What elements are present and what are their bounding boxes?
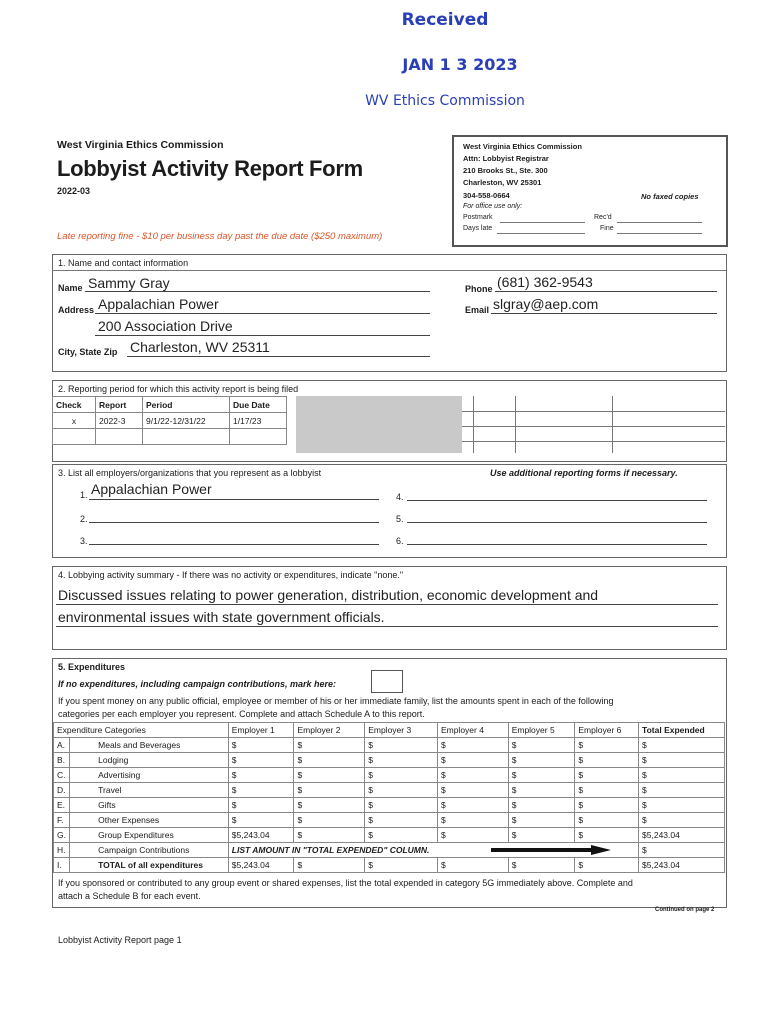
stamp-date: JAN 1 3 2023 bbox=[402, 55, 518, 74]
total-cell[interactable]: $ bbox=[639, 738, 725, 753]
col-header-employer: Employer 2 bbox=[294, 723, 365, 738]
phone-field[interactable]: (681) 362-9543 bbox=[497, 274, 593, 290]
amount-cell[interactable]: $ bbox=[508, 768, 575, 783]
amount-cell[interactable]: $5,243.04 bbox=[228, 858, 294, 873]
amount-cell[interactable]: $ bbox=[437, 753, 508, 768]
total-cell[interactable]: $ bbox=[639, 783, 725, 798]
form-code: 2022-03 bbox=[57, 186, 91, 196]
amount-cell[interactable]: $ bbox=[437, 828, 508, 843]
section5-heading: 5. Expenditures bbox=[58, 662, 126, 672]
amount-cell[interactable]: $ bbox=[365, 828, 438, 843]
total-cell[interactable]: $ bbox=[639, 843, 725, 858]
address-label: Address bbox=[58, 305, 95, 315]
amount-cell[interactable]: $ bbox=[228, 753, 294, 768]
table-row bbox=[54, 783, 725, 798]
col-period: Period bbox=[143, 397, 230, 413]
row-category: Group Expenditures bbox=[70, 828, 229, 843]
period-table bbox=[52, 396, 287, 445]
no-expenditures-label: If no expenditures, including campaign contributions, mark here: bbox=[58, 679, 337, 689]
col-header-categories: Expenditure Categories bbox=[54, 723, 229, 738]
amount-cell[interactable]: $ bbox=[228, 768, 294, 783]
amount-cell[interactable]: $ bbox=[228, 813, 294, 828]
amount-cell[interactable]: $ bbox=[508, 753, 575, 768]
amount-cell[interactable]: $ bbox=[365, 813, 438, 828]
continued-note: Continued on page 2 bbox=[655, 907, 715, 913]
row-category: Gifts bbox=[70, 798, 229, 813]
stamp-commission: WV Ethics Commission bbox=[365, 93, 525, 109]
row-category: TOTAL of all expenditures bbox=[70, 858, 229, 873]
col-report: Report bbox=[96, 397, 143, 413]
amount-cell[interactable]: $ bbox=[437, 798, 508, 813]
row-letter: H. bbox=[54, 843, 70, 858]
employer-number: 6. bbox=[396, 536, 404, 546]
section5-footer: attach a Schedule B for each event. bbox=[58, 891, 201, 901]
row-letter: D. bbox=[54, 783, 70, 798]
amount-cell[interactable]: $ bbox=[575, 813, 639, 828]
postmark-label: Postmark bbox=[463, 214, 493, 221]
table-row bbox=[54, 858, 725, 873]
row-letter: F. bbox=[54, 813, 70, 828]
late-fine-notice: Late reporting fine - $10 per business day past the due date ($250 maximum) bbox=[57, 231, 383, 242]
section5-intro: categories per each employer you represent. Complete and attach Schedule A to this report. bbox=[58, 709, 425, 719]
amount-cell[interactable]: $ bbox=[294, 858, 365, 873]
amount-cell[interactable]: $ bbox=[228, 738, 294, 753]
amount-cell[interactable]: $ bbox=[575, 858, 639, 873]
employer-number: 5. bbox=[396, 514, 404, 524]
section1-heading: 1. Name and contact information bbox=[58, 258, 189, 268]
table-row bbox=[54, 843, 725, 858]
col-header-employer: Employer 3 bbox=[365, 723, 438, 738]
amount-cell[interactable]: $ bbox=[437, 738, 508, 753]
office-use-label: For office use only: bbox=[463, 203, 523, 210]
row-category: Campaign Contributions bbox=[70, 843, 229, 858]
total-cell[interactable]: $5,243.04 bbox=[639, 828, 725, 843]
stamp-received: Received bbox=[401, 10, 489, 30]
days-late-label: Days late bbox=[463, 225, 493, 232]
amount-cell[interactable]: $ bbox=[294, 828, 365, 843]
total-cell[interactable]: $5,243.04 bbox=[639, 858, 725, 873]
address-line: Attn: Lobbyist Registrar bbox=[463, 154, 549, 163]
fine-label: Fine bbox=[600, 225, 614, 232]
section3-note: Use additional reporting forms if necessary. bbox=[490, 468, 678, 478]
phone-label: Phone bbox=[465, 284, 493, 294]
row-letter: G. bbox=[54, 828, 70, 843]
address-field-line2[interactable]: 200 Association Drive bbox=[98, 318, 233, 334]
address-line: Charleston, WV 25301 bbox=[463, 178, 542, 187]
employer-number: 2. bbox=[80, 514, 88, 524]
amount-cell[interactable]: $ bbox=[437, 813, 508, 828]
amount-cell[interactable]: $5,243.04 bbox=[228, 828, 294, 843]
page-footer: Lobbyist Activity Report page 1 bbox=[58, 935, 182, 945]
col-check: Check bbox=[53, 397, 96, 413]
section5-footer: If you sponsored or contributed to any group event or shared expenses, list the total expended in category 5G immediately above. Complete and bbox=[58, 878, 633, 888]
amount-cell[interactable]: $ bbox=[508, 783, 575, 798]
amount-cell[interactable]: $ bbox=[228, 798, 294, 813]
amount-cell[interactable]: $ bbox=[575, 753, 639, 768]
amount-cell[interactable]: $ bbox=[437, 768, 508, 783]
employer-number: 4. bbox=[396, 492, 404, 502]
total-cell[interactable]: $ bbox=[639, 798, 725, 813]
amount-cell[interactable]: $ bbox=[437, 858, 508, 873]
campaign-note: LIST AMOUNT IN "TOTAL EXPENDED" COLUMN. bbox=[231, 845, 430, 855]
section5-intro: If you spent money on any public official, employee or member of his or her immediate family, list the amounts spent in each of the following bbox=[58, 696, 614, 706]
period-check[interactable]: x bbox=[53, 413, 96, 429]
section3-heading: 3. List all employers/organizations that you represent as a lobbyist bbox=[58, 468, 322, 478]
row-letter: I. bbox=[54, 858, 70, 873]
amount-cell[interactable]: $ bbox=[365, 858, 438, 873]
address-line: 210 Brooks St., Ste. 300 bbox=[463, 166, 548, 175]
no-fax-note: No faxed copies bbox=[641, 192, 699, 201]
col-header-employer: Employer 5 bbox=[508, 723, 575, 738]
amount-cell[interactable]: $ bbox=[365, 783, 438, 798]
table-row bbox=[54, 738, 725, 753]
row-letter: E. bbox=[54, 798, 70, 813]
address-line: West Virginia Ethics Commission bbox=[463, 142, 582, 151]
row-letter: C. bbox=[54, 768, 70, 783]
amount-cell[interactable]: $ bbox=[575, 798, 639, 813]
email-label: Email bbox=[465, 305, 490, 315]
table-row bbox=[54, 813, 725, 828]
section4-heading: 4. Lobbying activity summary - If there was no activity or expenditures, indicate "none." bbox=[58, 570, 404, 580]
email-field[interactable]: slgray@aep.com bbox=[493, 296, 599, 312]
period-due-date: 1/17/23 bbox=[230, 413, 287, 429]
summary-line-1[interactable]: Discussed issues relating to power generation, distribution, economic development and bbox=[58, 587, 599, 603]
table-row bbox=[54, 753, 725, 768]
amount-cell[interactable]: $ bbox=[228, 783, 294, 798]
total-cell[interactable]: $ bbox=[639, 768, 725, 783]
total-cell[interactable]: $ bbox=[639, 753, 725, 768]
amount-cell[interactable]: $ bbox=[508, 813, 575, 828]
redacted-block bbox=[296, 396, 462, 453]
table-row bbox=[54, 828, 725, 843]
amount-cell[interactable]: $ bbox=[508, 738, 575, 753]
section2-heading: 2. Reporting period for which this activity report is being filed bbox=[58, 384, 299, 394]
table-row bbox=[54, 798, 725, 813]
row-category: Advertising bbox=[70, 768, 229, 783]
name-field[interactable]: Sammy Gray bbox=[88, 275, 170, 291]
no-expenditures-checkbox[interactable] bbox=[371, 670, 403, 693]
summary-line-2[interactable]: environmental issues with state government officials. bbox=[58, 609, 385, 625]
expenditures-table bbox=[53, 722, 725, 873]
amount-cell[interactable]: $ bbox=[575, 828, 639, 843]
amount-cell[interactable]: $ bbox=[508, 828, 575, 843]
amount-cell[interactable]: $ bbox=[294, 768, 365, 783]
amount-cell[interactable]: $ bbox=[294, 783, 365, 798]
employer-1-field[interactable]: Appalachian Power bbox=[91, 481, 212, 497]
amount-cell[interactable]: $ bbox=[508, 858, 575, 873]
amount-cell[interactable]: $ bbox=[294, 813, 365, 828]
amount-cell[interactable]: $ bbox=[365, 798, 438, 813]
address-field[interactable]: Appalachian Power bbox=[98, 296, 219, 312]
total-cell[interactable]: $ bbox=[639, 813, 725, 828]
amount-cell[interactable]: $ bbox=[575, 783, 639, 798]
col-header-employer: Employer 4 bbox=[437, 723, 508, 738]
header-org: West Virginia Ethics Commission bbox=[57, 139, 224, 151]
employer-number: 1. bbox=[80, 490, 88, 500]
amount-cell[interactable]: $ bbox=[365, 738, 438, 753]
period-report: 2022-3 bbox=[96, 413, 143, 429]
amount-cell[interactable]: $ bbox=[365, 768, 438, 783]
row-letter: A. bbox=[54, 738, 70, 753]
col-due-date: Due Date bbox=[230, 397, 287, 413]
recd-label: Rec'd bbox=[594, 214, 612, 221]
employer-number: 3. bbox=[80, 536, 88, 546]
address-phone: 304-558-0664 bbox=[463, 191, 510, 200]
row-category: Meals and Beverages bbox=[70, 738, 229, 753]
amount-cell[interactable]: $ bbox=[575, 768, 639, 783]
name-label: Name bbox=[58, 283, 83, 293]
amount-cell[interactable]: $ bbox=[294, 738, 365, 753]
amount-cell[interactable]: $ bbox=[365, 753, 438, 768]
amount-cell[interactable]: $ bbox=[508, 798, 575, 813]
row-category: Travel bbox=[70, 783, 229, 798]
amount-cell[interactable]: $ bbox=[294, 753, 365, 768]
col-header-employer: Employer 6 bbox=[575, 723, 639, 738]
amount-cell[interactable]: $ bbox=[437, 783, 508, 798]
col-header-total: Total Expended bbox=[639, 723, 725, 738]
row-category: Other Expenses bbox=[70, 813, 229, 828]
amount-cell[interactable]: $ bbox=[575, 738, 639, 753]
row-category: Lodging bbox=[70, 753, 229, 768]
col-header-employer: Employer 1 bbox=[228, 723, 294, 738]
arrow-right-icon bbox=[491, 845, 611, 855]
page-title: Lobbyist Activity Report Form bbox=[57, 156, 363, 181]
period-range: 9/1/22-12/31/22 bbox=[143, 413, 230, 429]
city-field[interactable]: Charleston, WV 25311 bbox=[130, 339, 270, 355]
row-letter: B. bbox=[54, 753, 70, 768]
amount-cell[interactable]: $ bbox=[294, 798, 365, 813]
city-label: City, State Zip bbox=[58, 347, 118, 357]
table-row bbox=[54, 768, 725, 783]
